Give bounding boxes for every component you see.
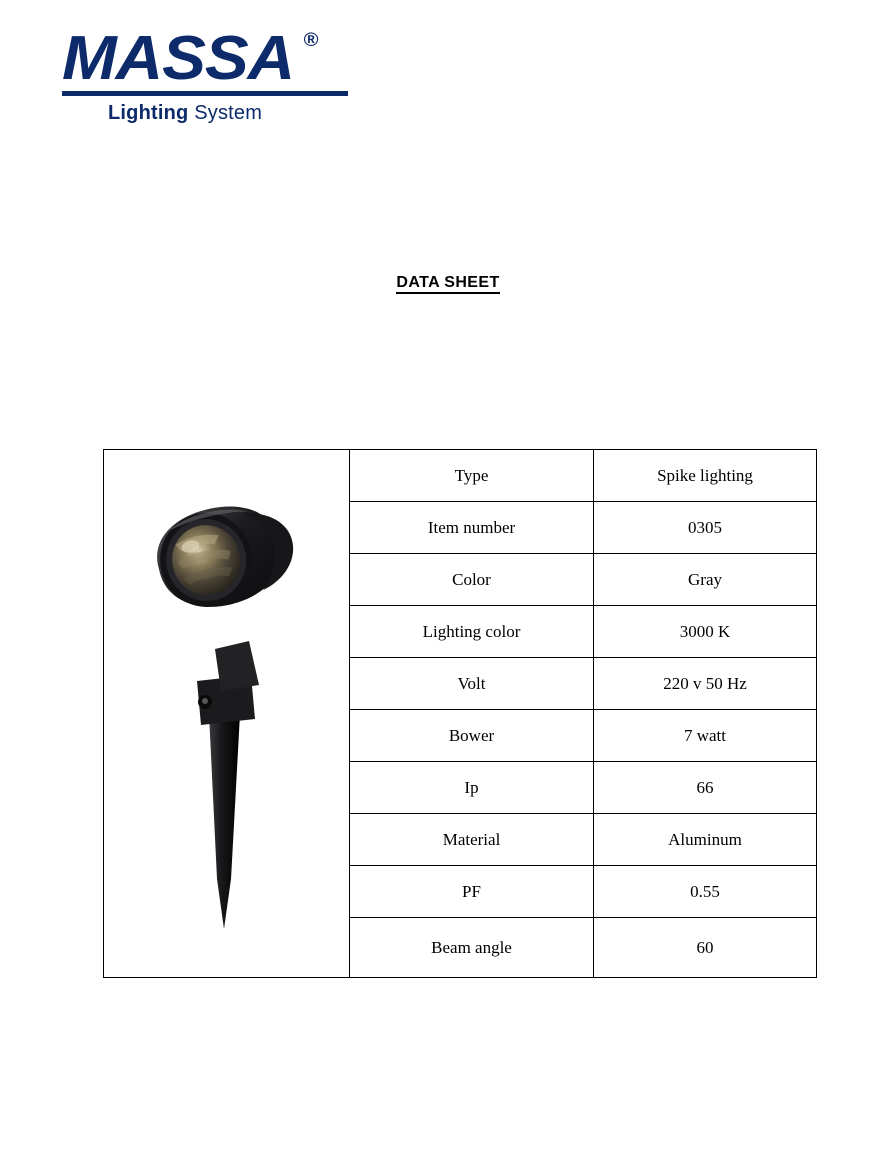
spec-value: 60 — [594, 918, 817, 978]
spec-label: Material — [350, 814, 594, 866]
spec-value: 7 watt — [594, 710, 817, 762]
spec-label: PF — [350, 866, 594, 918]
spec-value: 3000 K — [594, 606, 817, 658]
page-title — [0, 274, 896, 292]
table-row — [104, 450, 817, 502]
spec-value: Aluminum — [594, 814, 817, 866]
product-image-cell — [104, 450, 350, 978]
spec-value: 66 — [594, 762, 817, 814]
spec-label: Bower — [350, 710, 594, 762]
brand-tagline — [108, 102, 382, 125]
spec-value: 0.55 — [594, 866, 817, 918]
page-title-text: DATA SHEET — [396, 274, 499, 294]
brand-logo — [62, 24, 382, 125]
spec-label: Lighting color — [350, 606, 594, 658]
brand-wordmark — [62, 24, 318, 93]
spec-label: Item number — [350, 502, 594, 554]
spec-value: 220 v 50 Hz — [594, 658, 817, 710]
spike-light-icon — [127, 499, 327, 929]
spec-label: Type — [350, 450, 594, 502]
spec-label: Ip — [350, 762, 594, 814]
product-image — [104, 456, 349, 971]
spec-value: 0305 — [594, 502, 817, 554]
spec-value: Gray — [594, 554, 817, 606]
specification-table — [103, 449, 817, 978]
brand-tagline-light: System — [194, 101, 263, 124]
registered-trademark-icon: ® — [303, 30, 318, 51]
spec-label: Volt — [350, 658, 594, 710]
spec-label: Color — [350, 554, 594, 606]
spec-value: Spike lighting — [594, 450, 817, 502]
spec-label: Beam angle — [350, 918, 594, 978]
brand-tagline-bold: Lighting — [108, 101, 189, 124]
brand-name: MASSA — [62, 24, 295, 93]
